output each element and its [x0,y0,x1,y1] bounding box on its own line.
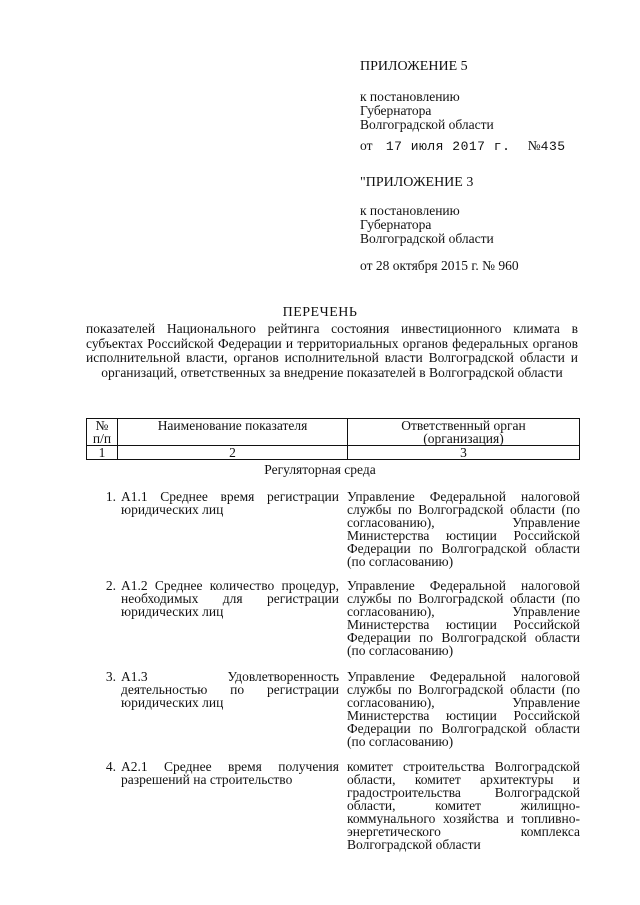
row-number: 4. [105,759,116,774]
row-organization: Управление Федеральной налоговой службы по Волгоградской области (по согласованию), Управление Министерства юстиции Российской Федерации по Волгоградской области (по согласованию) [347,669,580,749]
row-number: 2. [105,578,116,593]
table-header-row [87,419,580,446]
index-cell-2: 2 [118,446,348,460]
row-number: 3. [105,669,116,684]
header-num [87,419,118,446]
appendix5-authority: Губернатора [360,103,432,118]
row-indicator: А1.1 Среднее время регистрации юридических лиц [121,489,339,517]
row-organization: комитет строительства Волгоградской области, комитет архитектуры и градостроительства Волгоградской области, комитет жилищно-коммунального хозяйства и топливно-энергетического комплекса Волгоградской области [347,759,580,852]
row-organization: Управление Федеральной налоговой службы по Волгоградской области (по согласованию), Управление Министерства юстиции Российской Федерации по Волгоградской области (по согласованию) [347,489,580,569]
appendix3-date-line: от 28 октября 2015 г. № 960 [360,258,519,273]
section-title: Регуляторная среда [264,462,376,477]
appendix5-date-value: 17 июля 2017 г. [385,139,511,154]
appendix3-authority: Губернатора [360,217,432,232]
index-cell-1: 1 [87,446,118,460]
appendix3-title: "ПРИЛОЖЕНИЕ 3 [360,175,474,190]
header-org-line1: Ответственный орган [401,418,526,433]
appendix3-region: Волгоградской области [360,231,494,246]
row-indicator: А1.3 Удовлетворенность деятельностью по регистрации юридических лиц [121,669,339,710]
document-title: ПЕРЕЧЕНЬ [282,305,358,320]
appendix5-to: к постановлению [360,89,460,104]
appendix5-date-line [360,138,566,154]
appendix5-title: ПРИЛОЖЕНИЕ 5 [360,59,468,74]
header-num-line1: № [95,418,109,433]
row-indicator: А2.1 Среднее время получения разрешений на строительство [121,759,339,787]
appendix3-to: к постановлению [360,203,460,218]
row-organization: Управление Федеральной налоговой службы по Волгоградской области (по согласованию), Управление Министерства юстиции Российской Федерации по Волгоградской области (по согласованию) [347,578,580,658]
appendix5-number-value: 435 [540,139,566,154]
appendix3-block [360,176,519,273]
appendix5-number-prefix: № [527,138,541,153]
header-num-line2: п/п [92,431,112,446]
table-index-row [87,446,580,460]
row-number: 1. [105,489,116,504]
appendix5-block [360,60,494,132]
appendix5-region: Волгоградской области [360,117,494,132]
index-cell-3: 3 [348,446,580,460]
row-indicator: А1.2 Среднее количество процедур, необходимых для регистрации юридических лиц [121,578,339,619]
document-description: показателей Национального рейтинга состояния инвестиционного климата в субъектах Российской Федерации и территориальных органов федеральных органов исполнительной власти, органов исполнительной власти Волгоградской области и организаций, ответственных за внедрение показателей в Волгоградской области [86,321,578,380]
header-org [348,419,580,446]
header-org-line2: (организация) [423,431,504,446]
header-name: Наименование показателя [118,419,348,446]
table-header [86,418,580,460]
appendix5-date-prefix: от [360,138,373,153]
